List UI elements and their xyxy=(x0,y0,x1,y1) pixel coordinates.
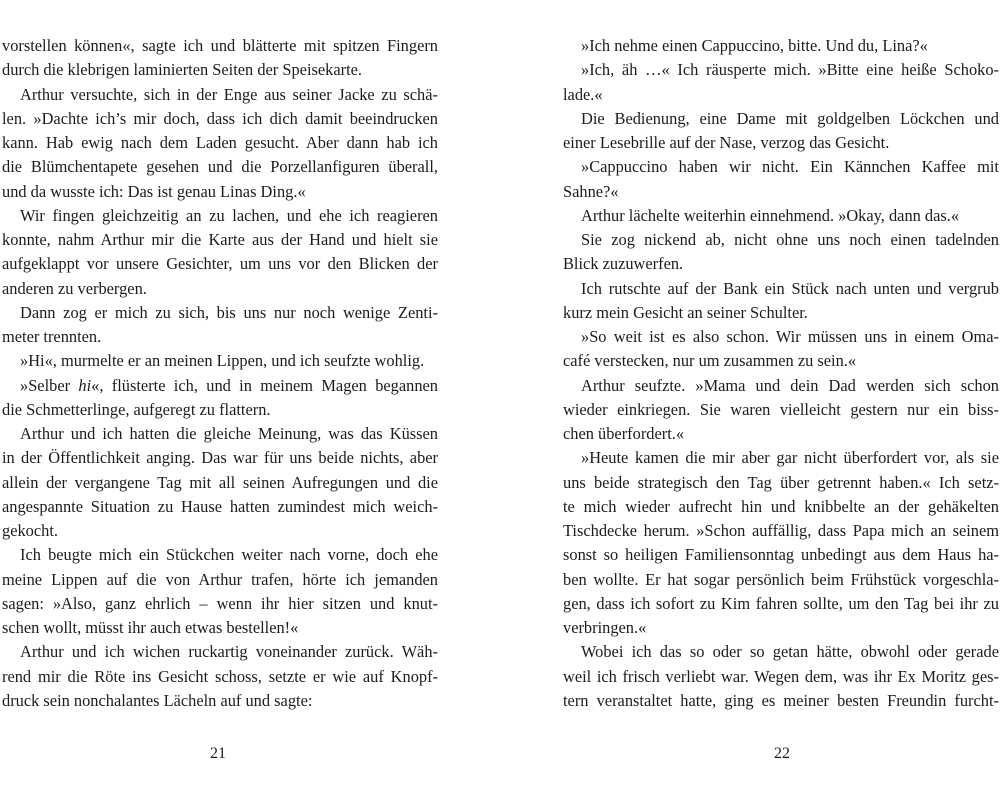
text-line: »Selber hi«, flüsterte ich, und in meinem Magen begannen xyxy=(20,375,438,395)
text-line: Dann zog er mich zu sich, bis uns nur noch wenige Zenti- xyxy=(20,302,438,322)
text-line: lade.« xyxy=(563,84,603,104)
text-line: chen überfordert.« xyxy=(563,424,685,443)
text-line: in der Öffentlichkeit anging. Das war für uns beide nichts, aber xyxy=(2,448,438,468)
text-line: Die Bedienung, eine Dame mit goldgelben Löckchen und xyxy=(581,108,999,128)
text-line: angespannte Situation zu Hause hatten zumindest mich weich- xyxy=(2,496,438,516)
text-line: meine Lippen auf die von Arthur trafen, hörte ich jemanden xyxy=(2,569,438,589)
text-line: »Ich, äh …« Ich räusperte mich. »Bitte eine heiße Schoko- xyxy=(581,60,999,80)
text-line: Wir fingen gleichzeitig an zu lachen, und ehe ich reagieren xyxy=(20,205,438,225)
text-line: und da wusste ich: Das ist genau Linas Ding.« xyxy=(2,181,306,201)
text-line: Sahne?« xyxy=(563,181,619,201)
text-line: die Blümchentapete gesehen und die Porzellanfiguren überall, xyxy=(2,157,438,177)
text-line: Arthur versuchte, sich in der Enge aus seiner Jacke zu schä- xyxy=(20,84,438,104)
text-line: durch die klebrigen laminierten Seiten der Speisekarte. xyxy=(2,60,363,80)
text-line: Ich rutschte auf der Bank ein Stück nach unten und vergrub xyxy=(581,278,999,298)
text-line: verbringen.« xyxy=(563,618,647,637)
text-line: »So weit ist es also schon. Wir müssen uns in einem Oma- xyxy=(581,327,999,346)
text-line: allein der vergangene Tag mit all seinen Aufregungen und die xyxy=(2,472,438,492)
text-line: kann. Hab ewig nach dem Laden gesucht. Aber dann hab ich xyxy=(2,133,438,152)
text-line: Arthur und ich wichen ruckartig voneinander zurück. Wäh- xyxy=(20,642,438,662)
text-line: café verstecken, nur um zusammen zu sein.« xyxy=(563,351,857,371)
text-line: Wobei ich das so oder so getan hätte, obwohl oder gerade xyxy=(581,642,999,662)
text-line: aufgeklappt vor unsere Gesichter, um uns vor den Blicken der xyxy=(2,254,438,274)
text-line: wieder einkriegen. Sie waren vielleicht gestern nur ein biss- xyxy=(563,399,999,419)
text-line: »Cappuccino haben wir nicht. Ein Kännchen Kaffee mit xyxy=(581,157,999,177)
text-line: Arthur seufzte. »Mama und dein Dad werden sich schon xyxy=(581,375,999,395)
text-line: konnte, nahm Arthur mir die Karte aus der Hand und hielt sie xyxy=(2,230,438,249)
text-line: einer Lesebrille auf der Nase, verzog das Gesicht. xyxy=(563,133,890,152)
right-page-number: 22 xyxy=(774,745,790,762)
text-line: »Ich nehme einen Cappuccino, bitte. Und du, Lina?« xyxy=(581,36,928,55)
text-line: »Heute kamen die mir aber gar nicht überfordert vor, als sie xyxy=(581,448,999,468)
text-line: schen wollt, müsst ihr auch etwas bestellen!« xyxy=(2,618,299,637)
text-line: Blick zuzuwerfen. xyxy=(563,254,684,274)
text-line: weil ich frisch verliebt war. Wegen dem, was ihr Ex Moritz ges- xyxy=(563,666,999,686)
text-line: uns beide strategisch den Tag über getrennt haben.« Ich setz- xyxy=(563,472,999,492)
right-page-text xyxy=(563,34,999,713)
text-line: rend mir die Röte ins Gesicht schoss, setzte er wie auf Knopf- xyxy=(2,666,438,686)
text-line: »Hi«, murmelte er an meinen Lippen, und ich seufzte wohlig. xyxy=(20,351,425,371)
left-page-text xyxy=(2,34,438,713)
text-line: ben wollte. Er hat sogar persönlich beim Frühstück vorgeschla- xyxy=(563,569,999,589)
text-line: gekocht. xyxy=(2,521,58,540)
text-line: meter trennten. xyxy=(2,327,102,346)
text-line: Tischdecke herum. »Schon auffällig, dass Papa mich an seinem xyxy=(563,521,999,540)
text-line: sagen: »Also, ganz ehrlich – wenn ihr hier sitzen und knut- xyxy=(2,593,438,613)
text-line: Ich beugte mich ein Stückchen weiter nach vorne, doch ehe xyxy=(20,545,438,565)
text-line: te mich wieder aufrecht hin und knibbelte an der gehäkelten xyxy=(563,496,999,516)
text-line: gen, dass ich sofort zu Kim fahren sollte, um den Tag bei ihr zu xyxy=(563,593,999,613)
right-page xyxy=(500,0,1000,800)
text-line: anderen zu verbergen. xyxy=(2,278,147,298)
text-line: kurz mein Gesicht an seiner Schulter. xyxy=(563,302,808,322)
left-page-number: 21 xyxy=(210,745,226,762)
text-line: vorstellen können«, sagte ich und blätterte mit spitzen Fingern xyxy=(2,36,438,55)
text-line: tern veranstaltet hatte, ging es meiner besten Freundin furcht- xyxy=(563,690,999,710)
text-line: die Schmetterlinge, aufgeregt zu flattern. xyxy=(2,399,271,419)
text-line: Arthur und ich hatten die gleiche Meinung, was das Küssen xyxy=(20,424,438,443)
text-line: druck sein nonchalantes Lächeln auf und sagte: xyxy=(2,690,313,710)
text-line: Arthur lächelte weiterhin einnehmend. »Okay, dann das.« xyxy=(581,205,960,225)
text-line: Sie zog nickend ab, nicht ohne uns noch einen tadelnden xyxy=(581,230,999,249)
text-line: sonst so heiligen Familiensonntag unbedingt aus dem Haus ha- xyxy=(563,545,999,565)
text-line: len. »Dachte ich’s mir doch, dass ich dich damit beeindrucken xyxy=(2,108,438,128)
